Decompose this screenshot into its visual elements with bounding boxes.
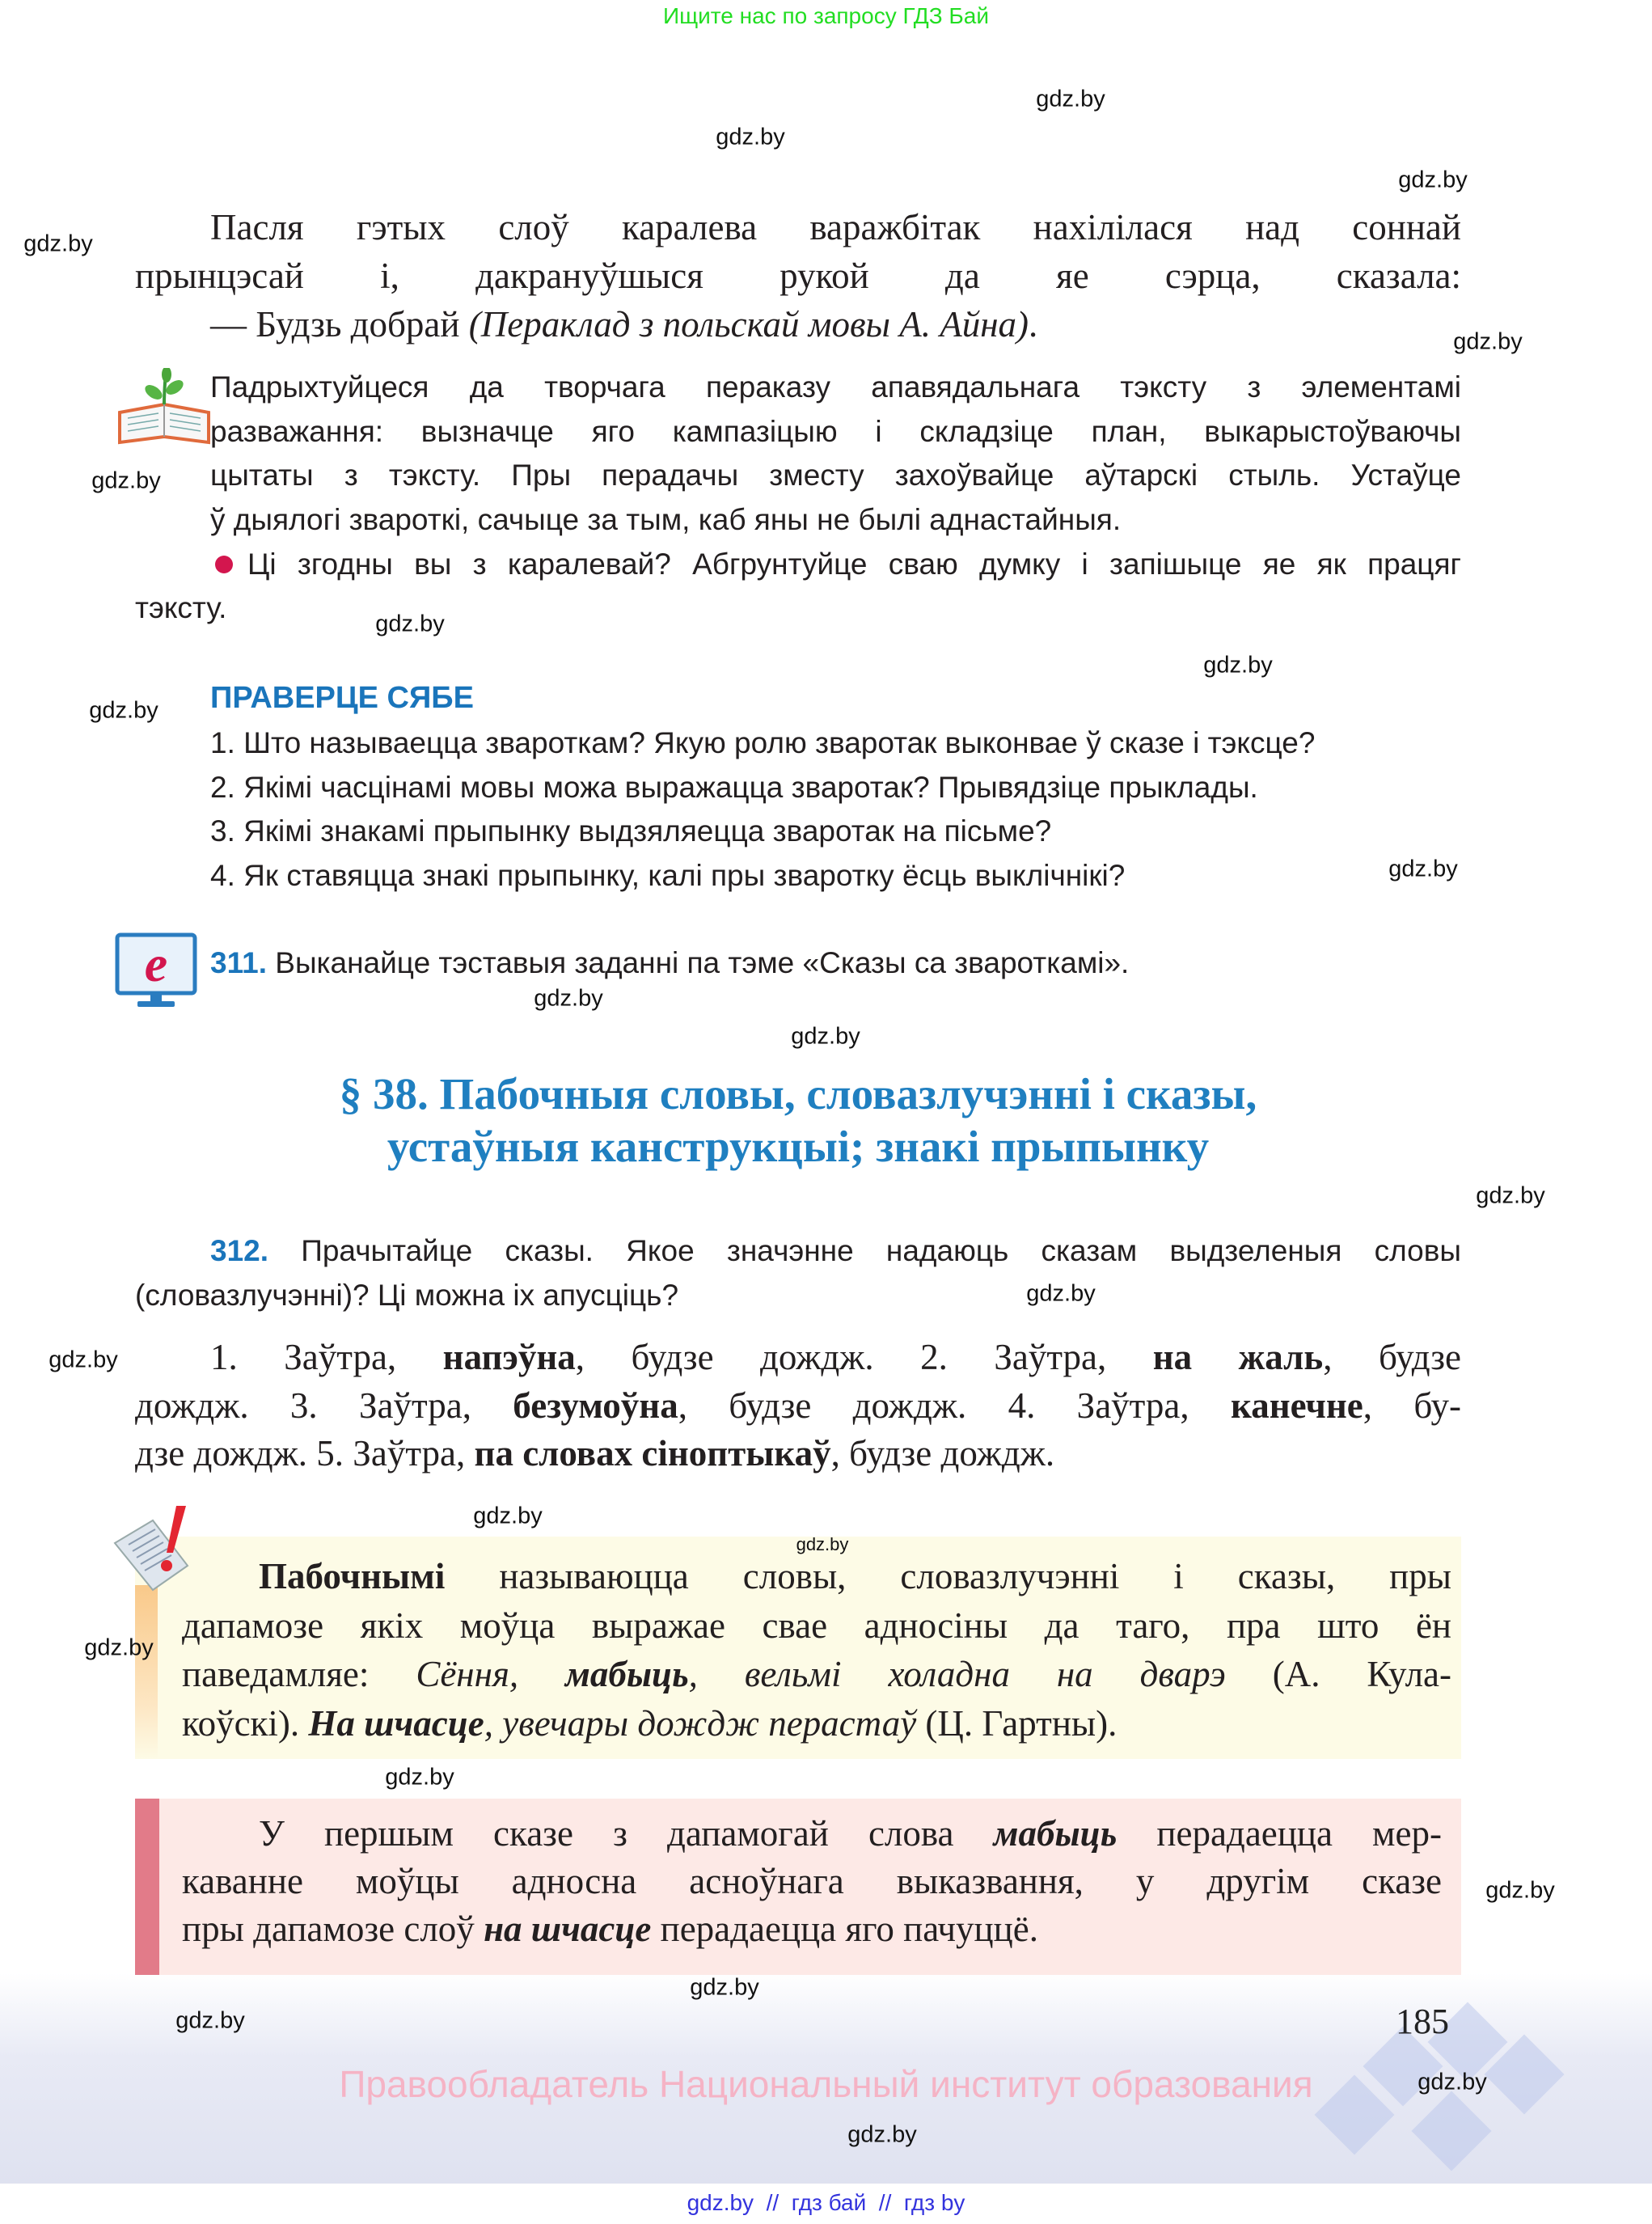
emphasized-text: мабыць [993, 1813, 1118, 1854]
exercise-text: Выканайце тэставыя заданні па тэме «Сказы са звароткамі». [266, 946, 1130, 979]
text-line [210, 498, 1461, 543]
text-line [135, 300, 1461, 349]
text-line [135, 203, 1461, 252]
emphasized-text: па словах сіноптыкаў [474, 1433, 831, 1474]
watermark: gdz.by [49, 1347, 118, 1373]
note-box-bar [135, 1799, 159, 1975]
text-line [135, 1382, 1461, 1431]
rule-text [182, 1552, 1451, 1748]
exercise-text: (словазлучэнні)? Ці можна іх апусціць? [135, 1278, 679, 1312]
text-segment: перадаецца мер- [1117, 1813, 1442, 1854]
text-line [182, 1858, 1442, 1905]
exercise-312 [135, 1229, 1461, 1317]
bullet-icon [215, 556, 233, 573]
text-segment: дзе дождж. 5. Заўтра, [135, 1433, 475, 1474]
text-segment: , будзе [1323, 1337, 1461, 1377]
example-sentences [135, 1334, 1461, 1478]
emphasized-text: На шчасце [308, 1703, 484, 1744]
text-segment: дапамозе якіх моўца выражае свае адносіны да таго, пра што ён [182, 1605, 1451, 1646]
svg-text:e: e [144, 935, 168, 992]
text-line [182, 1552, 1451, 1601]
emphasized-text: безумоўна [513, 1385, 678, 1426]
emphasized-text: Сёння, [416, 1654, 566, 1695]
exercise-text: Прачытайце сказы. Якое значэнне надаюць сказам выдзеленыя словы [268, 1234, 1461, 1267]
watermark: gdz.by [1203, 652, 1273, 679]
watermark: gdz.by [847, 2121, 917, 2148]
watermark: gdz.by [91, 467, 161, 494]
watermark: gdz.by [375, 611, 445, 637]
watermark: gdz.by [175, 2007, 245, 2034]
emphasized-text: на шчасце [484, 1909, 652, 1949]
text-segment: разважання: вызначце яго кампазіцыю і складзіце план, выкарыстоўваючы [210, 414, 1461, 448]
rights-holder: Правообладатель Национальный институт образования [339, 2063, 1313, 2105]
text-line [135, 252, 1461, 300]
check-questions [210, 721, 1315, 898]
e-learning-monitor-icon [115, 932, 197, 1012]
text-line [182, 1650, 1451, 1699]
emphasized-text: , вельмі холадна на дварэ [688, 1654, 1226, 1695]
watermark: gdz.by [1453, 328, 1523, 355]
page-number: 185 [1396, 2002, 1449, 2041]
text-segment: прынцэсай і, дакрануўшыся рукой да яе сэрца, сказала: [135, 256, 1461, 296]
watermark: gdz.by [791, 1023, 860, 1050]
watermark: gdz.by [385, 1764, 454, 1791]
watermark: gdz.by [1485, 1877, 1555, 1904]
text-line [210, 454, 1461, 498]
text-line [135, 1430, 1461, 1478]
text-segment: , будзе дождж. 4. Заўтра, [678, 1385, 1231, 1426]
emphasized-text: мабыць [565, 1654, 689, 1695]
emphasized-text: канечне [1230, 1385, 1363, 1426]
text-line [182, 1601, 1451, 1651]
text-segment: У першым сказе з дапамогай слова [259, 1813, 994, 1854]
text-segment: 1. Заўтра, [210, 1337, 443, 1377]
emphasized-text: Пабочнымі [259, 1556, 446, 1596]
note-text [182, 1810, 1442, 1953]
watermark: gdz.by [1036, 86, 1105, 112]
text-segment: паведамляе: [182, 1654, 416, 1695]
text-segment: Падрыхтуйцеся да творчага пераказу апавядальнага тэксту з элементамі [210, 370, 1461, 404]
watermark: gdz.by [1476, 1182, 1545, 1209]
text-segment: ў дыялогі звароткі, сачыце за тым, каб яны не былі аднастайныя. [210, 502, 1122, 536]
check-yourself-title: ПРАВЕРЦЕ СЯБЕ [210, 681, 474, 715]
text-segment: называюцца словы, словазлучэнні і сказы, пры [445, 1556, 1451, 1596]
watermark: gdz.by [1388, 856, 1458, 882]
watermark: gdz.by [534, 985, 603, 1012]
text-segment: каванне моўцы адносна асноўнага выказвання, у другім сказе [182, 1861, 1442, 1901]
watermark: gdz.by [84, 1634, 154, 1661]
text-segment: , бу- [1363, 1385, 1462, 1426]
watermark: gdz.by [23, 230, 93, 257]
text-segment: . [1029, 304, 1038, 345]
section-heading [135, 1068, 1461, 1173]
section-heading-line: § 38. Пабочныя словы, словазлучэнні і сказы, [339, 1069, 1257, 1118]
watermark: gdz.by [1026, 1280, 1096, 1307]
text-line [135, 1334, 1461, 1382]
watermark: gdz.by [1398, 167, 1468, 193]
text-segment: коўскі). [182, 1703, 309, 1744]
text-segment: — Будзь добрай [210, 304, 469, 345]
bullet-tail: тэксту. [135, 591, 227, 624]
story-paragraph [135, 203, 1461, 349]
task-bullet [210, 543, 1461, 587]
text-segment: , будзе дождж. 2. Заўтра, [575, 1337, 1153, 1377]
watermark: gdz.by [796, 1534, 849, 1554]
exercise-311 [210, 941, 1129, 986]
search-hint: Ищите нас по запросу ГДЗ Бай [662, 3, 990, 28]
rule-box-strip [135, 1585, 158, 1759]
text-segment: дождж. 3. Заўтра, [135, 1385, 513, 1426]
text-line [182, 1810, 1442, 1858]
text-line [182, 1905, 1442, 1953]
question: 4. Як ставяцца знакі прыпынку, калі пры зваротку ёсць выклічнікі? [210, 858, 1126, 892]
emphasized-text: напэўна [442, 1337, 576, 1377]
question: 1. Што называецца звароткам? Якую ролю зваротак выконвае ў сказе і тэксце? [210, 726, 1316, 759]
text-segment: Пасля гэтых слоў каралева варажбітак нахілілася над соннай [210, 207, 1461, 247]
text-segment: , будзе дождж. [830, 1433, 1055, 1474]
exercise-number: 311. [210, 946, 267, 979]
watermark: gdz.by [716, 124, 785, 150]
book-sprout-icon [112, 368, 217, 449]
text-segment: перадаецца яго пачуццё. [651, 1909, 1038, 1949]
text-line [182, 1699, 1451, 1748]
text-line [210, 410, 1461, 455]
task-paragraph [210, 366, 1461, 542]
watermark: gdz.by [1418, 2069, 1487, 2095]
text-line [210, 366, 1461, 410]
question: 2. Якімі часцінамі мовы можа выражацца зваротак? Прывядзіце прыклады. [210, 770, 1258, 804]
section-heading-line: устаўныя канструкцыі; знакі прыпынку [387, 1122, 1210, 1171]
text-segment: (А. Кула- [1225, 1654, 1451, 1695]
question: 3. Якімі знакамі прыпынку выдзяляецца зваротак на пісьме? [210, 814, 1052, 848]
bullet-text: Ці згодны вы з каралевай? Абгрунтуйце сваю думку і запішыце яе як працяг [247, 548, 1461, 581]
watermark: gdz.by [690, 1974, 759, 2001]
bottom-links[interactable]: gdz.by // гдз бай // гдз by [687, 2190, 965, 2215]
emphasized-text: , увечары дождж перастаў [484, 1703, 917, 1744]
emphasized-text: на жаль [1152, 1337, 1324, 1377]
text-segment: пры дапамозе слоў [182, 1909, 484, 1949]
text-segment: (Ц. Гартны). [916, 1703, 1118, 1744]
watermark: gdz.by [473, 1503, 543, 1529]
emphasized-text: (Пераклад з польскай мовы А. Айна) [468, 304, 1029, 345]
exercise-number: 312. [210, 1234, 269, 1267]
text-segment: цытаты з тэксту. Пры перадачы зместу захоўвайце аўтарскі стыль. Устаўце [210, 459, 1461, 492]
watermark: gdz.by [89, 697, 158, 724]
